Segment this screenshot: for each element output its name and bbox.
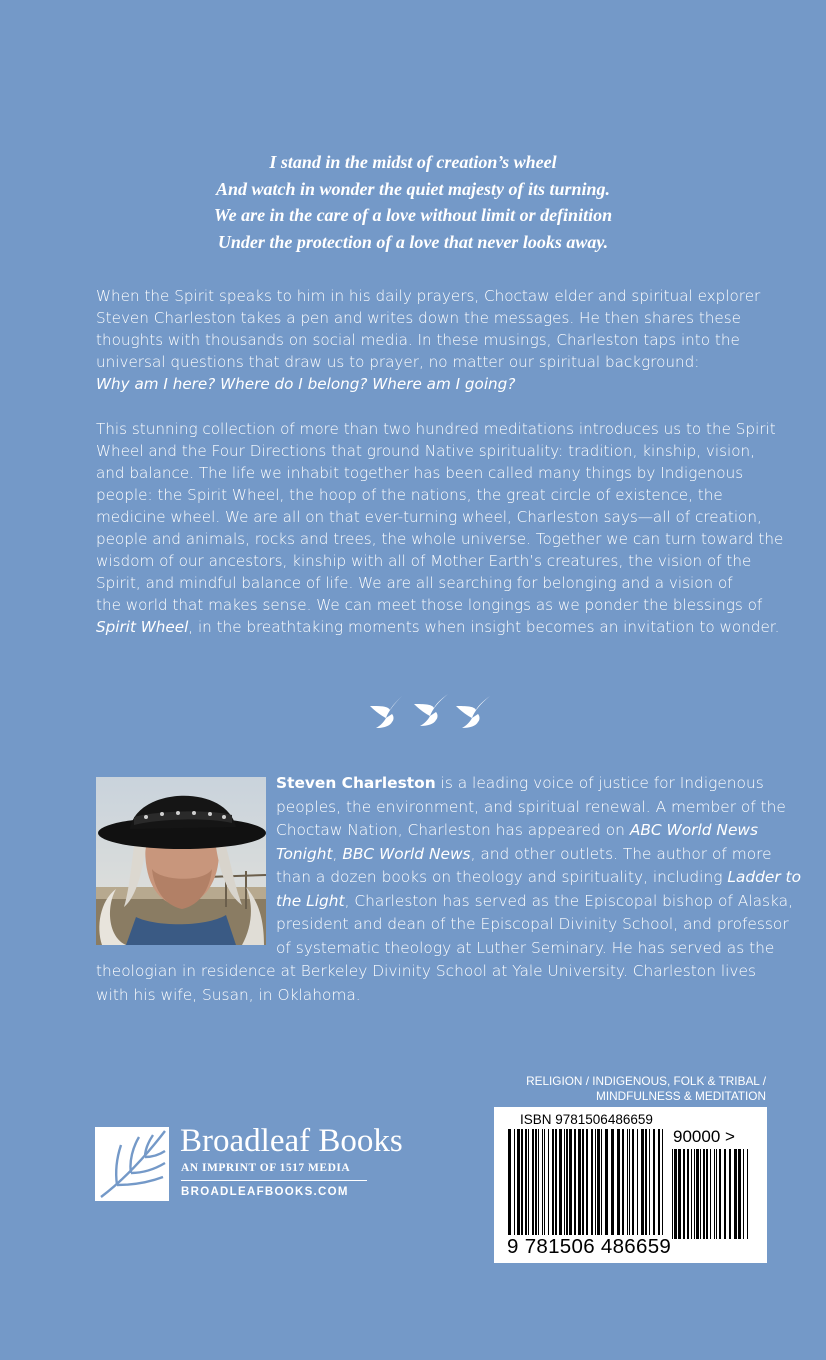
barcode-bar: [559, 1129, 562, 1235]
barcode-bar: [687, 1149, 689, 1239]
barcode-bar: [706, 1149, 708, 1239]
barcode-bar: [582, 1129, 584, 1235]
bio-line: [96, 843, 776, 867]
barcode-bar: [566, 1129, 568, 1235]
barcode-bar: [703, 1149, 705, 1239]
description-paragraph-2: [96, 418, 784, 638]
barcode-bar: [611, 1129, 614, 1235]
dove-icon: [456, 696, 490, 728]
text-line: When the Spirit speaks to him in his daily prayers, Choctaw elder and spiritual explorer: [96, 287, 761, 305]
barcode-bar: [696, 1149, 699, 1239]
barcode-bar: [710, 1149, 711, 1239]
barcode-bar: [719, 1149, 721, 1239]
author-bio: [96, 772, 802, 1007]
bio-line: with his wife, Susan, in Oklahoma.: [96, 985, 361, 1004]
text-line: thoughts with thousands on social media. In these musings, Charleston taps into the: [96, 331, 740, 349]
isbn-label: ISBN 9781506486659: [520, 1112, 653, 1127]
barcode-bar: [521, 1129, 523, 1235]
barcode-bar: [743, 1149, 744, 1239]
text-line: medicine wheel. We are all on that ever-turning wheel, Charleston says—all of creation,: [96, 508, 762, 526]
barcode-bar: [645, 1129, 647, 1235]
text-line: Wheel and the Four Directions that ground Native spirituality: tradition, kinship, vision,: [96, 442, 756, 460]
logo-divider: [181, 1180, 367, 1181]
text-fragment: ,: [332, 844, 343, 863]
poem-line: I stand in the midst of creation’s wheel: [269, 152, 557, 172]
text-fragment: , and other outlets. The author of more: [470, 844, 772, 863]
barcode-bar: [517, 1129, 520, 1235]
poem-line: We are in the care of a love without limit or definition: [213, 205, 613, 225]
barcode-bar: [691, 1149, 692, 1239]
barcode-bar: [532, 1129, 534, 1235]
dove-ornament: [366, 692, 496, 732]
description-paragraph-1: [96, 285, 776, 395]
barcode-bar: [574, 1129, 576, 1235]
text-fragment: , in the breathtaking moments when insight becomes an invitation to wonder.: [188, 618, 780, 636]
text-line: people and animals, rocks and trees, the whole universe. Together we can turn toward the: [96, 530, 784, 548]
barcode-bar: [658, 1129, 660, 1235]
bio-line: president and dean of the Episcopal Divinity School, and professor: [276, 915, 789, 933]
barcode-bar: [629, 1129, 630, 1235]
opening-poem: [0, 149, 826, 255]
text-line: and balance. The life we inhabit together has been called many things by Indigenous: [96, 464, 744, 482]
text-fragment: Ladder to: [727, 868, 802, 886]
book-title: Spirit Wheel: [96, 618, 189, 636]
barcode-bar: [552, 1129, 554, 1235]
barcode-bar: [632, 1129, 634, 1235]
text-fragment: is a leading voice of justice for Indigenous: [435, 774, 764, 792]
poem-line: Under the protection of a love that never looks away.: [217, 231, 609, 252]
barcode-bar: [694, 1149, 695, 1239]
imprint-line: AN IMPRINT OF 1517 MEDIA: [181, 1162, 351, 1174]
text-line: wisdom of our ancestors, kinship with all of Mother Earth’s creatures, the vision of the: [96, 552, 752, 570]
price-barcode-bars: [672, 1149, 752, 1241]
text-fragment: , Charleston has served as the Episcopal bishop of Alaska,: [344, 891, 793, 910]
text-line: people: the Spirit Wheel, the hoop of the nations, the great circle of existence, the: [96, 486, 723, 504]
barcode-bar: [528, 1129, 529, 1235]
price-code: 90000 >: [673, 1127, 735, 1146]
bio-line: of systematic theology at Luther Seminary. He has served as the: [276, 938, 775, 957]
text-fragment: than a dozen books on theology and spirituality, including: [276, 868, 728, 886]
bio-line: peoples, the environment, and spiritual renewal. A member of the: [276, 797, 786, 816]
barcode-bar: [617, 1129, 620, 1235]
barcode-bar: [591, 1129, 593, 1235]
text-line: Spirit, and mindful balance of life. We are all searching for belonging and a vision of: [96, 574, 733, 592]
barcode-bar: [662, 1129, 663, 1235]
text-fragment: BBC World News: [342, 844, 471, 863]
bio-line: [96, 866, 802, 890]
barcode-bar: [542, 1129, 543, 1235]
barcode-bar: [622, 1129, 624, 1235]
barcode-bars: [508, 1129, 666, 1237]
category-label: [526, 1074, 766, 1104]
barcode-bar: [734, 1149, 737, 1239]
text-fragment: Choctaw Nation, Charleston has appeared on: [276, 821, 630, 839]
barcode-bar: [672, 1149, 673, 1239]
barcode-bar: [674, 1149, 677, 1239]
text-line: This stunning collection of more than two hundred meditations introduces us to the Spirit: [96, 420, 776, 438]
barcode-bar: [747, 1149, 748, 1239]
barcode-bar: [653, 1129, 655, 1235]
barcode-bar: [544, 1129, 545, 1235]
text-fragment: Tonight: [276, 844, 333, 863]
barcode-bar: [525, 1129, 527, 1235]
barcode-bar: [641, 1129, 644, 1235]
category-line: RELIGION / INDIGENOUS, FOLK & TRIBAL /: [526, 1074, 766, 1088]
barcode-bar: [683, 1149, 685, 1239]
publisher-logo: [95, 1123, 425, 1207]
barcode-bar: [700, 1149, 701, 1239]
barcode-bar: [714, 1149, 715, 1239]
barcode-bar: [637, 1129, 638, 1235]
barcode-bar: [548, 1129, 549, 1235]
barcode-bar: [724, 1149, 726, 1239]
category-line: MINDFULNESS & MEDITATION: [596, 1089, 766, 1103]
bio-line: [96, 772, 776, 796]
author-name: Steven Charleston: [276, 774, 436, 792]
text-line: the world that makes sense. We can meet those longings as we ponder the blessings of: [96, 596, 763, 614]
barcode-bar: [578, 1129, 581, 1235]
barcode-bar: [508, 1129, 511, 1235]
barcode-bar: [586, 1129, 588, 1235]
publisher-name: Broadleaf Books: [180, 1123, 403, 1159]
barcode-bar: [569, 1129, 572, 1235]
isbn-barcode: [494, 1107, 767, 1263]
barcode-bar: [601, 1129, 602, 1235]
bio-line: theologian in residence at Berkeley Divinity School at Yale University. Charleston lives: [96, 962, 757, 980]
bio-line: [96, 890, 793, 914]
questions-line: Why am I here? Where do I belong? Where am I going?: [96, 375, 516, 393]
barcode-bar: [738, 1149, 741, 1239]
poem-line: And watch in wonder the quiet majesty of its turning.: [215, 178, 611, 199]
barcode-bar: [649, 1129, 650, 1235]
barcode-bar: [627, 1129, 628, 1235]
barcode-bar: [564, 1129, 565, 1235]
barcode-bar: [605, 1129, 608, 1235]
barcode-bar: [535, 1129, 537, 1235]
text-fragment: the Light: [276, 891, 345, 910]
dove-icon: [370, 696, 402, 728]
text-line: Steven Charleston takes a pen and writes down the messages. He then shares these: [96, 309, 742, 327]
text-fragment: ABC World News: [629, 821, 759, 839]
barcode-bar: [597, 1129, 600, 1235]
barcode-bar: [678, 1149, 681, 1239]
barcode-bar: [555, 1129, 557, 1235]
leaf-logo-icon: [95, 1127, 169, 1201]
barcode-bar: [538, 1129, 539, 1235]
barcode-bar: [716, 1149, 717, 1239]
text-line: universal questions that draw us to prayer, no matter our spiritual background:: [96, 353, 700, 371]
text-line-last: [96, 616, 780, 638]
bio-line: [96, 819, 776, 843]
barcode-bar: [729, 1149, 731, 1239]
barcode-bar: [514, 1129, 515, 1235]
publisher-website: BROADLEAFBOOKS.COM: [181, 1186, 349, 1198]
dove-icon: [414, 694, 448, 726]
barcode-bar: [595, 1129, 596, 1235]
isbn-digits: 9 781506 486659: [507, 1235, 672, 1258]
